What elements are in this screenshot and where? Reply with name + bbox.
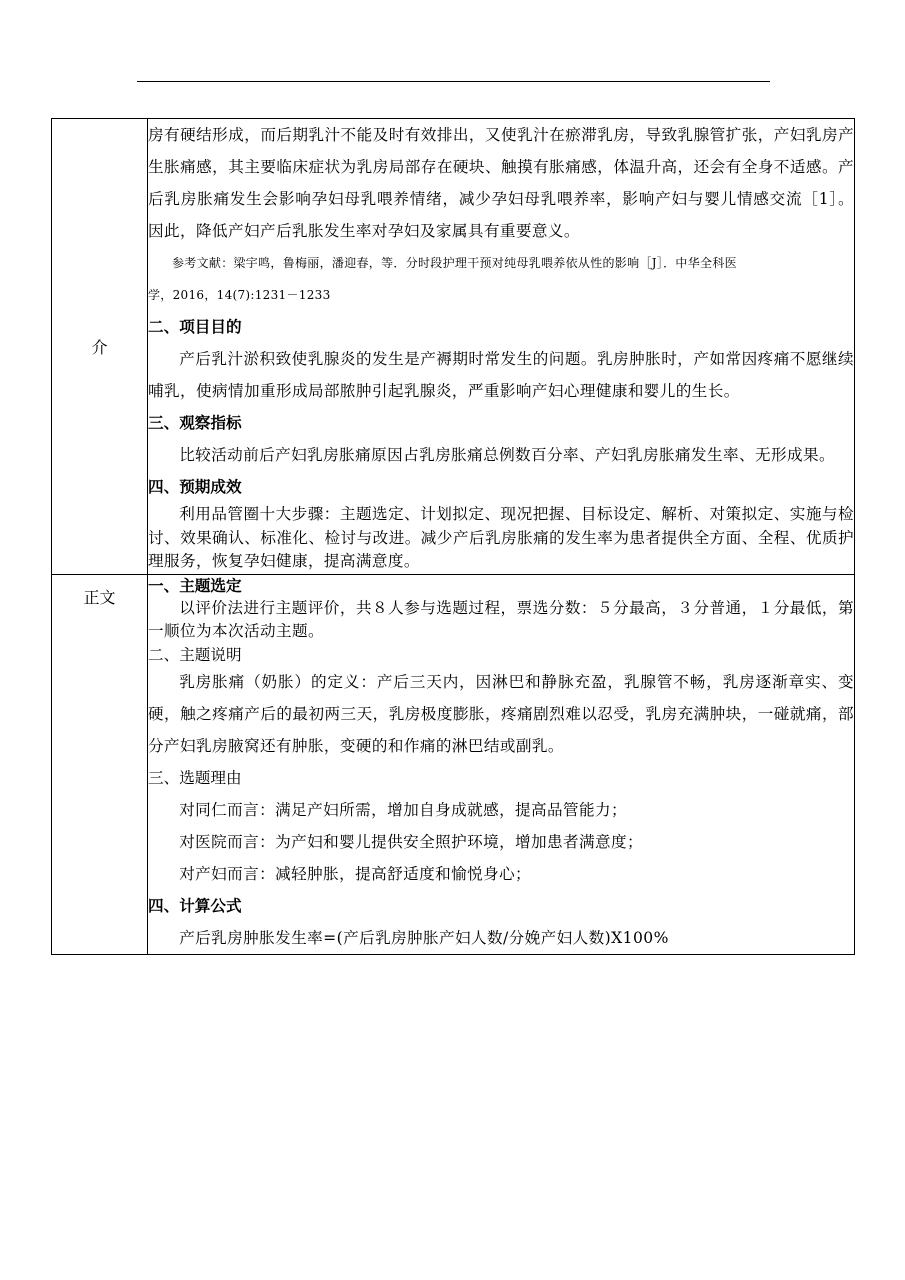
intro-row bbox=[52, 119, 855, 575]
heading-observation-indicators: 三、观察指标 bbox=[148, 414, 242, 432]
formula-text: 产后乳房肿胀发生率=(产后乳房肿胀产妇人数/分娩产妇人数)X100% bbox=[179, 928, 669, 947]
heading-selection-reasons: 三、选题理由 bbox=[148, 768, 242, 787]
reason-item: 对医院而言：为产妇和婴儿提供安全照护环境，增加患者满意度； bbox=[179, 832, 644, 851]
header-rule bbox=[137, 81, 770, 82]
intro-content-cell bbox=[148, 119, 855, 575]
paragraph-expected-results: 利用品管圈十大步骤：主题选定、计划拟定、现况把握、目标设定、解析、对策拟定、实施与检讨、效果确认、标准化、检讨与改进。减少产后乳房胀痛的发生率为患者提供全方面、全程、优质护理服务，恢复孕妇健康，提高满意度。 bbox=[148, 505, 854, 570]
paragraph-topic-description: 乳房胀痛（奶胀）的定义：产后三天内，因淋巴和静脉充盈，乳腺管不畅，乳房逐渐章实、变硬，触之疼痛产后的最初两三天，乳房极度膨胀，疼痛剧烈难以忍受，乳房充满肿块，一碰就痛，部分产妇乳房腋窝还有肿胀，变硬的和作痛的淋巴结或副乳。 bbox=[148, 672, 854, 755]
reason-item: 对同仁而言：满足产妇所需，增加自身成就感，提高品管能力； bbox=[179, 800, 628, 819]
body-content-cell bbox=[148, 574, 855, 954]
paragraph-observation-indicators: 比较活动前后产妇乳房胀痛原因占乳房胀痛总例数百分率、产妇乳房胀痛发生率、无形成果。 bbox=[179, 446, 835, 464]
reference-line-2: 学，2016，14(7):1231－1233 bbox=[148, 288, 331, 302]
reason-item: 对产妇而言：减轻肿胀，提高舒适度和愉悦身心； bbox=[179, 864, 532, 883]
body-label: 正文 bbox=[83, 587, 116, 607]
paragraph-topic-selection: 以评价法进行主题评价，共８人参与选题过程，票选分数：５分最高，３分普通，１分最低，第一顺位为本次活动主题。 bbox=[148, 598, 854, 640]
heading-topic-selection: 一、主题选定 bbox=[148, 576, 242, 595]
heading-topic-description: 二、主题说明 bbox=[148, 645, 242, 664]
reference-line-1: 参考文献：梁宇鸣，鲁梅丽，潘迎春，等．分时段护理干预对纯母乳喂养依从性的影响［J］．中华全科医 bbox=[172, 256, 737, 270]
heading-calculation-formula: 四、计算公式 bbox=[148, 896, 242, 915]
heading-expected-results: 四、预期成效 bbox=[148, 478, 242, 496]
body-row bbox=[52, 574, 855, 954]
body-label-cell bbox=[52, 574, 148, 954]
content-table bbox=[51, 118, 855, 955]
intro-continued-text: 房有硬结形成，而后期乳汁不能及时有效排出，又使乳汁在瘀滞乳房，导致乳腺管扩张，产妇乳房产生胀痛感，其主要临床症状为乳房局部存在硬块、触摸有胀痛感，体温升高，还会有全身不适感。产后乳房胀痛发生会影响孕妇母乳喂养情绪，减少孕妇母乳喂养率，影响产妇与婴儿情感交流［1］。因此，降低产妇产后乳胀发生率对孕妇及家属具有重要意义。 bbox=[148, 126, 854, 240]
paragraph-project-purpose: 产后乳汁淤积致使乳腺炎的发生是产褥期时常发生的问题。乳房肿胀时，产如常因疼痛不愿继续哺乳，使病情加重形成局部脓肿引起乳腺炎，严重影响产妇心理健康和婴儿的生长。 bbox=[148, 350, 854, 400]
intro-label-cell bbox=[52, 119, 148, 575]
heading-project-purpose: 二、项目目的 bbox=[148, 318, 242, 336]
intro-label: 介 bbox=[91, 337, 108, 357]
